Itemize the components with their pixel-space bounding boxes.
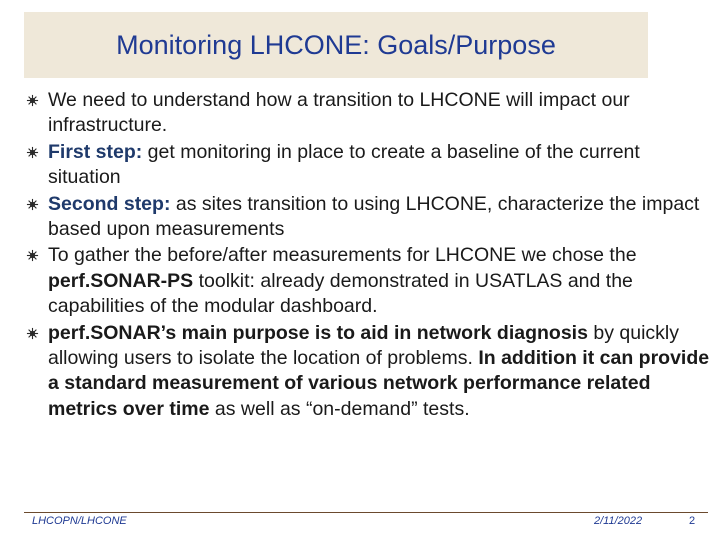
title-box: [24, 12, 648, 78]
bullet-text-mid: by quickly allowing users to isolate the location of problems.: [48, 321, 679, 370]
snowflake-bullet-icon: [26, 146, 39, 159]
bullet-text: We need to understand how a transition to LHCONE will impact our infrastructure.: [48, 89, 630, 137]
snowflake-bullet-icon: [26, 327, 39, 340]
bullet-item: [26, 88, 710, 139]
bullet-bold-2: In addition it can provide a standard measurement of various network performance related metrics over time: [48, 347, 710, 420]
bullet-item: [26, 140, 710, 191]
bullet-item: [26, 243, 710, 319]
bullet-text-post: as well as “on-demand” tests.: [209, 397, 470, 420]
bullet-lead: First step:: [48, 140, 143, 163]
footer-label: LHCOPN/LHCONE: [32, 515, 127, 527]
footer-rule: [24, 512, 708, 513]
bullet-item: [26, 321, 710, 423]
bullet-list: [26, 88, 710, 423]
snowflake-bullet-icon: [26, 94, 39, 107]
bullet-bold: perf.SONAR’s main purpose is to aid in network diagnosis: [48, 321, 588, 344]
bullet-lead: Second step:: [48, 192, 171, 215]
bullet-text: get monitoring in place to create a baseline of the current situation: [48, 140, 640, 189]
snowflake-bullet-icon: [26, 198, 39, 211]
bullet-text: as sites transition to using LHCONE, characterize the impact based upon measurements: [48, 192, 700, 241]
bullet-text-post: toolkit: already demonstrated in USATLAS and the capabilities of the modular dashboard.: [48, 269, 633, 318]
page-number: 2: [689, 515, 696, 527]
bullet-text-pre: To gather the before/after measurements for LHCONE we chose the: [48, 244, 637, 267]
bullet-item: [26, 192, 710, 243]
snowflake-bullet-icon: [26, 249, 39, 262]
footer-date: 2/11/2022: [594, 515, 643, 527]
slide-title: Monitoring LHCONE: Goals/Purpose: [116, 29, 556, 60]
bullet-bold: perf.SONAR-PS: [48, 269, 194, 292]
